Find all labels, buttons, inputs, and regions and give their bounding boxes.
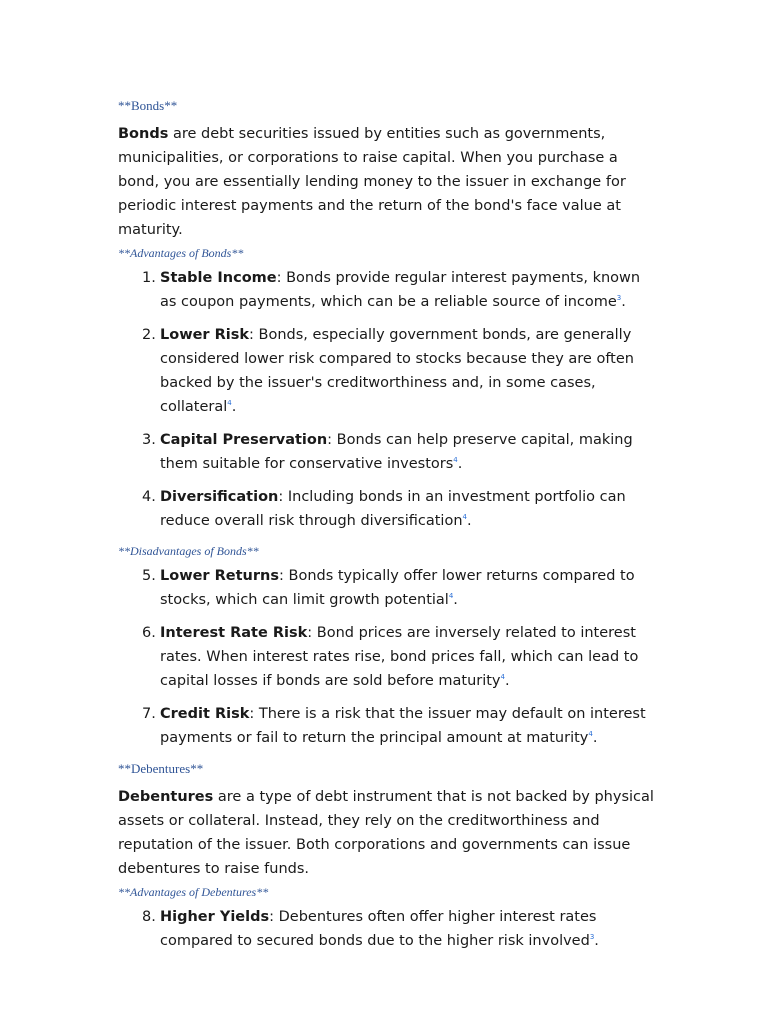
disadvantages-of-bonds-heading: **Disadvantages of Bonds** — [118, 544, 259, 558]
list-item-end: . — [231, 399, 237, 415]
list-item-end: . — [592, 730, 598, 746]
list-item-text: : Bonds can help preserve capital, making them suitable for conservative investors — [160, 432, 633, 472]
citation-link[interactable]: 3 — [589, 933, 595, 942]
debentures-intro — [118, 785, 658, 881]
list-item-text: : Bonds provide regular interest payments, known as coupon payments, which can be a reliable source of income — [160, 270, 641, 310]
list-item-term: Higher Yields — [160, 909, 270, 925]
list-item — [118, 905, 658, 953]
citation-link[interactable]: 4 — [453, 456, 458, 465]
list-item-end: . — [504, 673, 510, 689]
list-item-number: 1. — [142, 270, 156, 286]
citation-link[interactable]: 4 — [227, 399, 232, 408]
citation-link[interactable]: 4 — [462, 513, 467, 522]
citation-link[interactable]: 4 — [500, 673, 505, 682]
debentures-heading: **Debentures** — [118, 761, 204, 776]
debentures-intro-text: are a type of debt instrument that is not backed by physical assets or collateral. Instead, they rely on the creditworthiness and reputation of the issuer. Both corporations and governments can issue debentures to raise funds. — [118, 789, 654, 877]
list-item-term: Diversification — [160, 489, 279, 505]
bonds-intro-text: are debt securities issued by entities such as governments, municipalities, or corporations to raise capital. When you purchase a bond, you are essentially lending money to the issuer in exchange for periodic interest payments and the return of the bond's face value at maturity. — [118, 126, 626, 238]
list-item-end: . — [594, 933, 599, 949]
citation-link[interactable]: 3 — [616, 294, 622, 303]
list-item-number: 5. — [142, 568, 156, 584]
list-item-text: : Bonds, especially government bonds, are generally considered lower risk compared to stocks because they are often backed by the issuer's creditworthiness and, in some cases, collateral — [160, 327, 634, 415]
bonds-intro — [118, 122, 658, 242]
advantages-of-debentures-list — [118, 905, 658, 953]
bonds-heading: **Bonds** — [118, 98, 178, 113]
list-item — [118, 266, 658, 314]
list-item-term: Stable Income — [160, 270, 277, 286]
list-item-term: Lower Returns — [160, 568, 279, 584]
list-item — [118, 428, 658, 476]
disadvantages-of-bonds-list — [118, 564, 658, 750]
list-item-number: 2. — [142, 327, 156, 343]
list-item-end: . — [467, 513, 472, 529]
list-item-number: 3. — [142, 432, 156, 448]
list-item — [118, 564, 658, 612]
list-item-end: . — [621, 294, 626, 310]
list-item — [118, 621, 658, 693]
list-item-text: : Debentures often offer higher interest rates compared to secured bonds due to the higher risk involved — [160, 909, 597, 949]
list-item-number: 6. — [142, 625, 156, 641]
bonds-term: Bonds — [118, 126, 169, 142]
citation-link[interactable]: 4 — [448, 592, 454, 601]
list-item-term: Interest Rate Risk — [160, 625, 308, 641]
list-item-text: : Including bonds in an investment portfolio can reduce overall risk through diversification — [160, 489, 626, 529]
advantages-of-bonds-heading: **Advantages of Bonds** — [118, 246, 244, 260]
list-item-number: 4. — [142, 489, 156, 505]
list-item-end: . — [453, 592, 458, 608]
debentures-term: Debentures — [118, 789, 214, 805]
list-item-end: . — [457, 456, 463, 472]
list-item — [118, 323, 658, 419]
list-item-number: 7. — [142, 706, 156, 722]
list-item-text: : Bond prices are inversely related to interest rates. When interest rates rise, bond prices fall, which can lead to capital losses if bonds are sold before maturity — [160, 625, 639, 689]
advantages-of-bonds-list — [118, 266, 658, 533]
list-item-term: Lower Risk — [160, 327, 250, 343]
list-item — [118, 702, 658, 750]
list-item-term: Capital Preservation — [160, 432, 328, 448]
list-item-term: Credit Risk — [160, 706, 250, 722]
list-item — [118, 485, 658, 533]
advantages-of-debentures-heading: **Advantages of Debentures** — [118, 885, 269, 899]
list-item-number: 8. — [142, 909, 156, 925]
citation-link[interactable]: 4 — [588, 730, 593, 739]
list-item-text: : Bonds typically offer lower returns compared to stocks, which can limit growth potential — [160, 568, 635, 608]
document-page — [118, 96, 658, 962]
list-item-text: : There is a risk that the issuer may default on interest payments or fail to return the principal amount at maturity — [160, 706, 646, 746]
